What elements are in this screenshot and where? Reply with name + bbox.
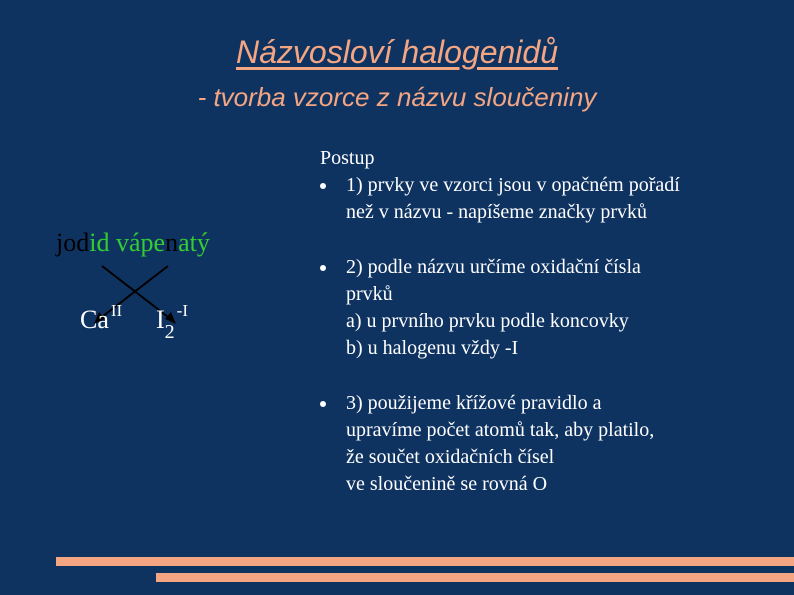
compound-name [56, 228, 210, 258]
step-3-line-3: že součet oxidačních čísel [346, 446, 555, 468]
decorative-bar-top [56, 557, 794, 566]
ion-iodine [156, 301, 188, 343]
ion-calcium [80, 301, 123, 335]
procedure-list [320, 145, 780, 498]
compound-part-n: n [165, 228, 179, 257]
step-3-line-2: upravíme počet atomů tak, aby platilo, [346, 419, 655, 441]
compound-part-aty: atý [178, 228, 210, 257]
ion-calcium-symbol: Ca [80, 305, 109, 334]
ion-iodine-oxidation: -I [176, 301, 188, 320]
compound-part-vape: vápe [115, 228, 166, 257]
procedure-step-2 [320, 254, 780, 362]
step-2-line-1: 2) podle názvu určíme oxidační čísla [346, 256, 641, 278]
procedure-heading: Postup [320, 147, 375, 169]
step-1-line-1: 1) prvky ve vzorci jsou v opačném pořadí [346, 174, 680, 196]
procedure-step-3 [320, 390, 780, 498]
ion-iodine-subscript: 2 [164, 321, 175, 343]
step-3-line-4: ve sloučenině se rovná O [346, 473, 548, 495]
procedure-step-1 [320, 172, 780, 226]
step-2-line-4: b) u halogenu vždy -I [346, 337, 519, 359]
bullet-icon [320, 265, 326, 271]
step-2-line-2: prvků [346, 283, 393, 305]
step-2-line-3: a) u prvního prvku podle koncovky [346, 310, 629, 332]
decorative-bar-bottom [156, 573, 794, 582]
step-1-line-2: než v názvu - napíšeme značky prvků [346, 201, 647, 223]
bullet-icon [320, 183, 326, 189]
compound-part-jod: jod [56, 228, 90, 257]
ion-calcium-oxidation: II [110, 301, 123, 320]
step-3-line-1: 3) použijeme křížové pravidlo a [346, 392, 602, 414]
slide-title: Názvosloví halogenidů [236, 34, 558, 70]
slide-subtitle: - tvorba vzorce z názvu sloučeniny [197, 82, 597, 112]
compound-part-id: id [89, 228, 110, 257]
ion-iodine-symbol: I [156, 305, 165, 334]
bullet-icon [320, 401, 326, 407]
